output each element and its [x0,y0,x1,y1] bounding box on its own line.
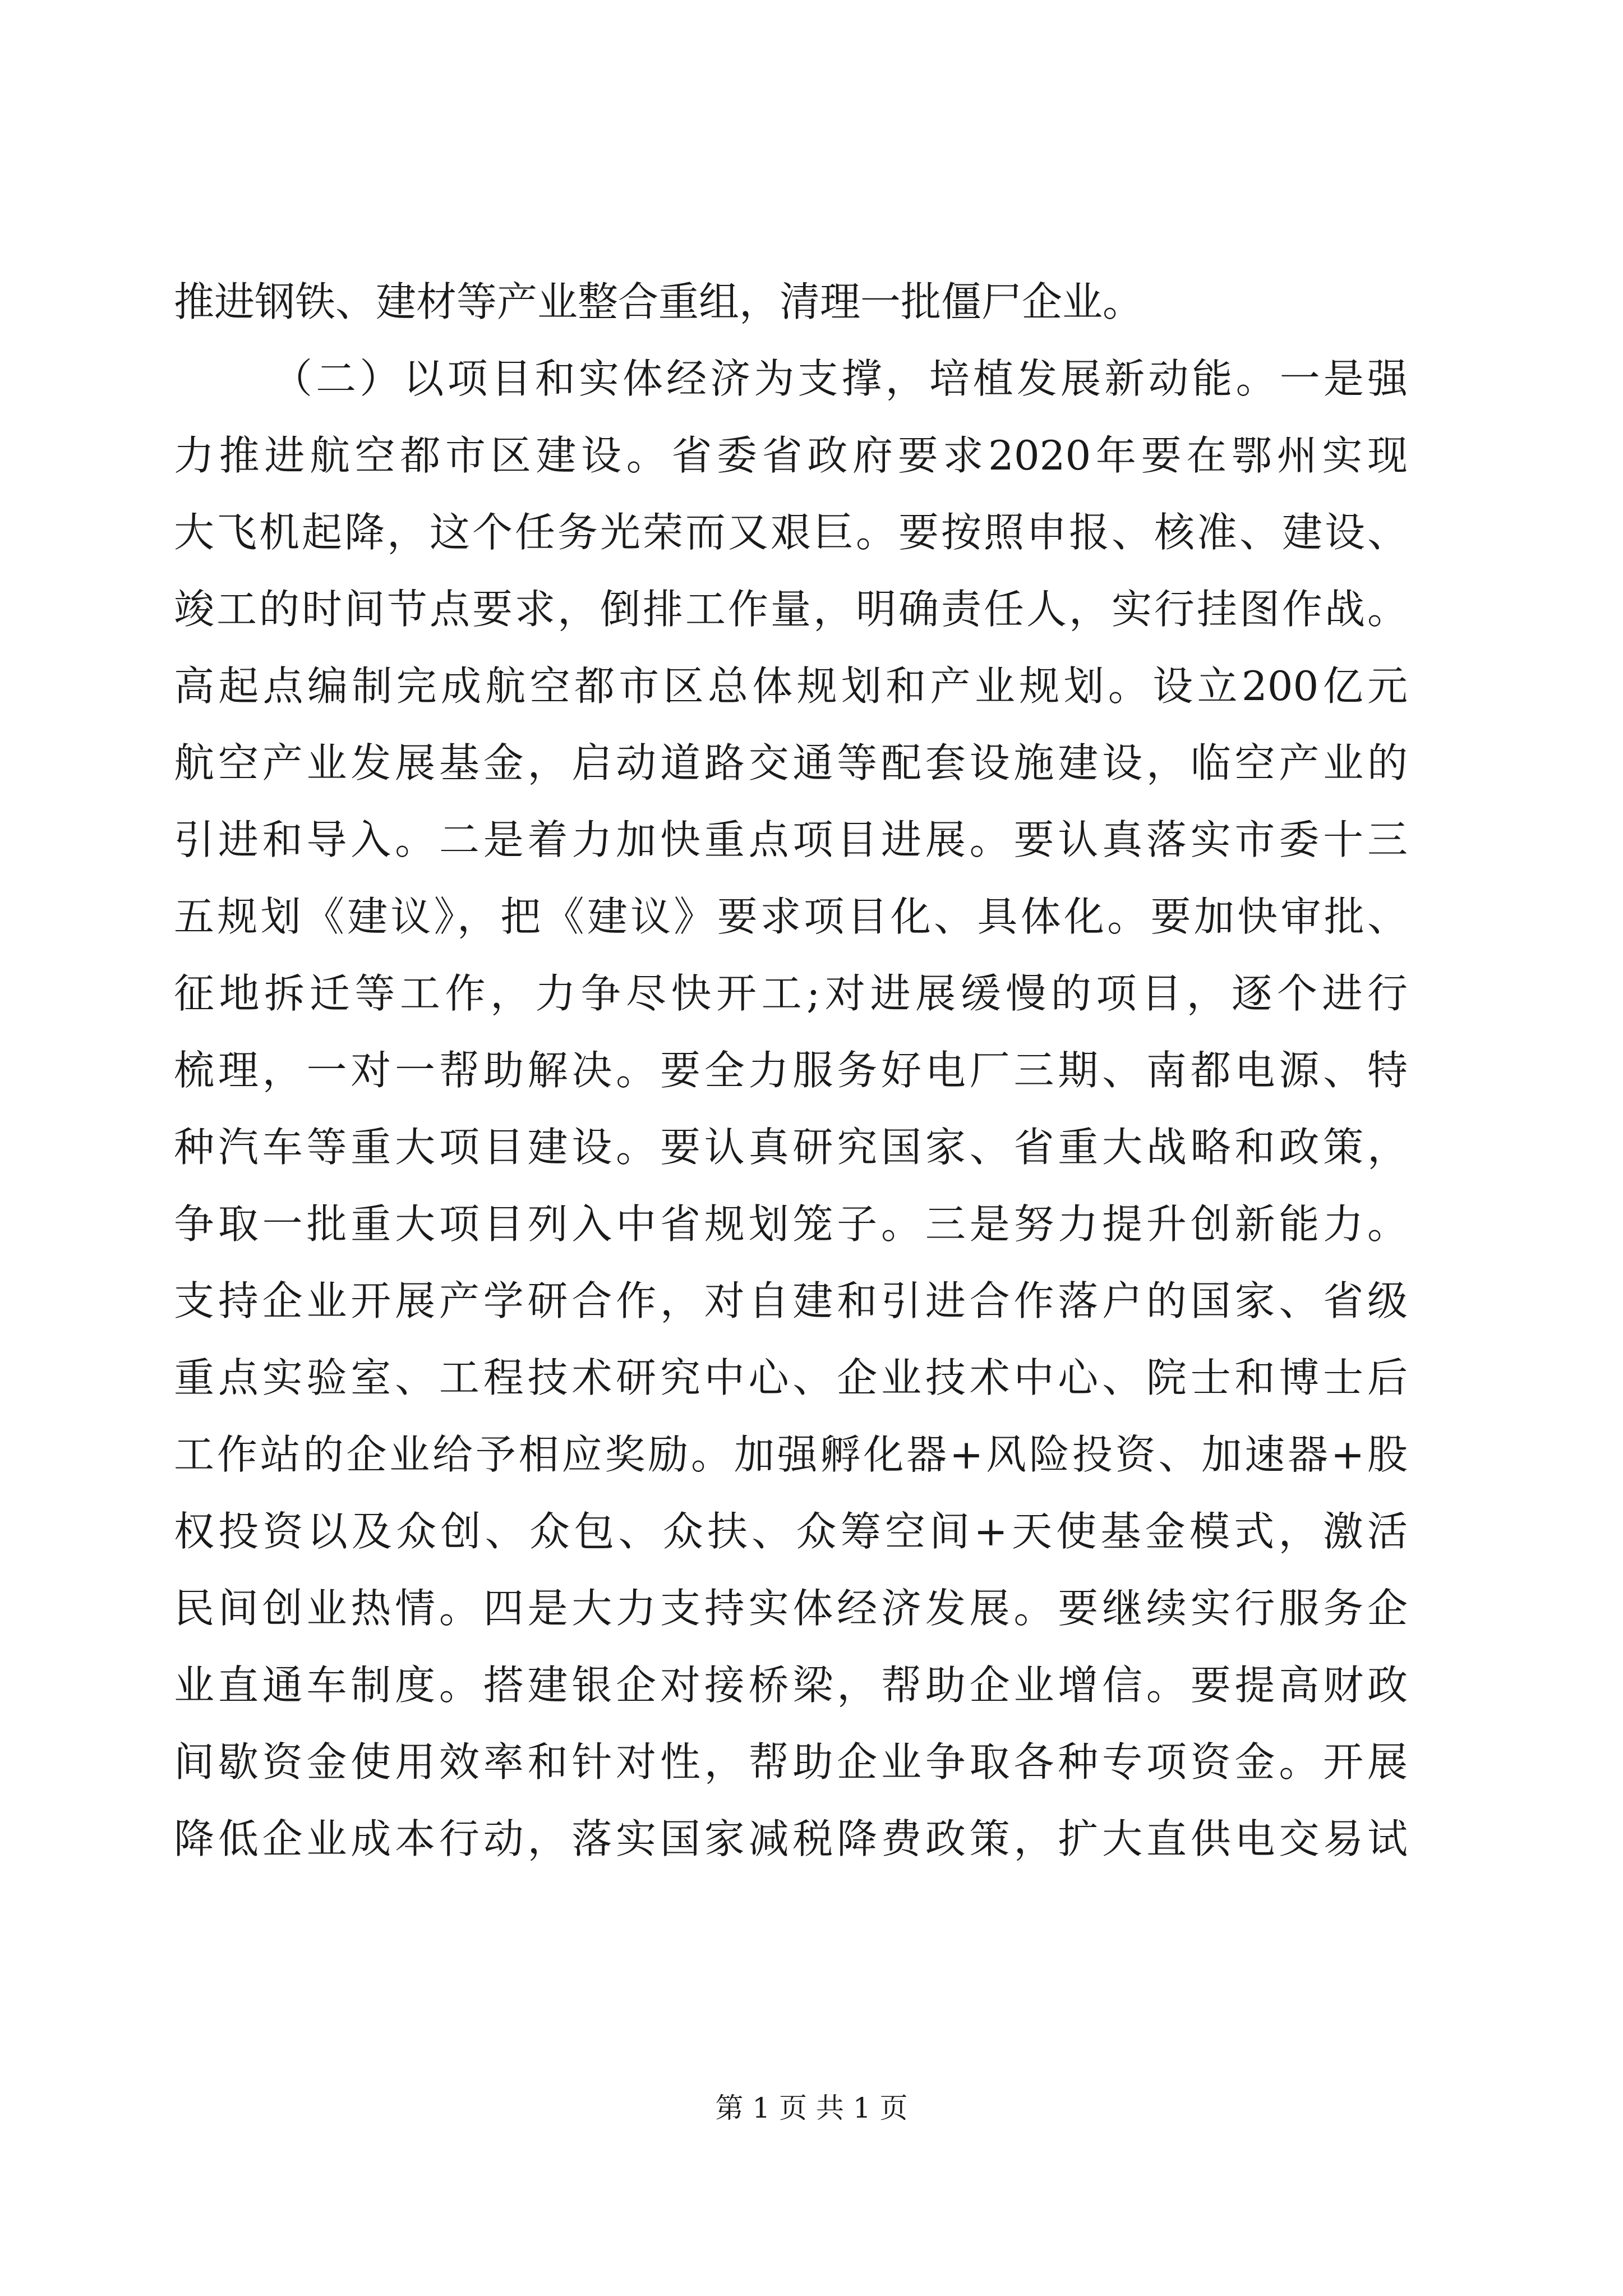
text-line: 大飞机起降，这个任务光荣而又艰巨。要按照申报、核准、建设、 [174,509,1408,556]
text-line: 降低企业成本行动，落实国家减税降费政策，扩大直供电交易试 [174,1815,1408,1862]
text-line: 种汽车等重大项目建设。要认真研究国家、省重大战略和政策， [174,1124,1408,1171]
text-line: 推进钢铁、建材等产业整合重组，清理一批僵尸企业。 [174,278,1144,325]
page-number-footer: 第 1 页 共 1 页 [715,2092,908,2124]
text-line: 权投资以及众创、众包、众扶、众筹空间+天使基金模式，激活 [174,1508,1408,1555]
text-line: 竣工的时间节点要求，倒排工作量，明确责任人，实行挂图作战。 [174,586,1408,633]
text-line: 支持企业开展产学研合作，对自建和引进合作落户的国家、省级 [174,1277,1408,1324]
body-text [174,264,1408,1878]
text-line: 高起点编制完成航空都市区总体规划和产业规划。设立200亿元 [174,662,1408,710]
text-line: 引进和导入。二是着力加快重点项目进展。要认真落实市委十三 [174,816,1408,863]
text-line: 重点实验室、工程技术研究中心、企业技术中心、院士和博士后 [174,1354,1408,1401]
text-line: 五规划《建议》，把《建议》要求项目化、具体化。要加快审批、 [174,893,1408,940]
text-line: 航空产业发展基金，启动道路交通等配套设施建设，临空产业的 [174,739,1408,786]
text-line: 梳理，一对一帮助解决。要全力服务好电厂三期、南都电源、特 [174,1047,1408,1094]
paragraph-start-line: （二）以项目和实体经济为支撑，培植发展新动能。一是强 [272,355,1408,402]
text-line: 工作站的企业给予相应奖励。加强孵化器+风险投资、加速器+股 [174,1431,1408,1478]
text-line: 征地拆迁等工作，力争尽快开工;对进展缓慢的项目，逐个进行 [174,970,1408,1017]
text-line: 民间创业热情。四是大力支持实体经济发展。要继续实行服务企 [174,1585,1408,1632]
text-line: 间歇资金使用效率和针对性，帮助企业争取各种专项资金。开展 [174,1738,1408,1786]
text-line: 业直通车制度。搭建银企对接桥梁，帮助企业增信。要提高财政 [174,1662,1408,1709]
text-line: 力推进航空都市区建设。省委省政府要求2020年要在鄂州实现 [174,432,1408,479]
text-line: 争取一批重大项目列入中省规划笼子。三是努力提升创新能力。 [174,1200,1408,1248]
